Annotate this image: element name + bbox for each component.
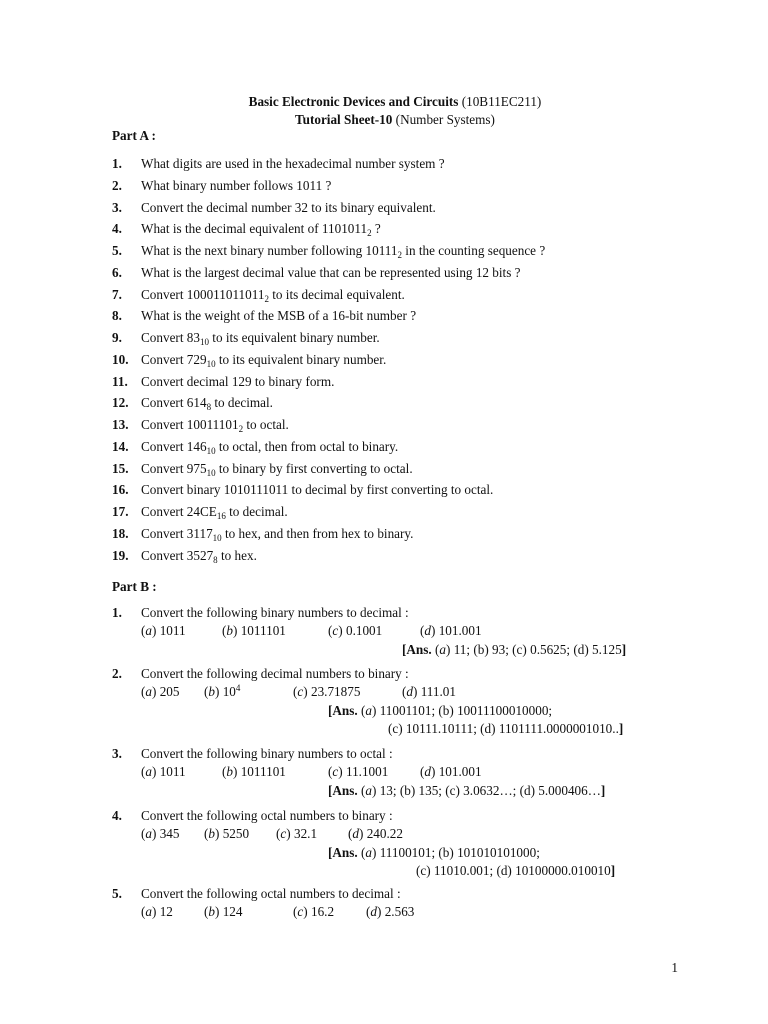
answer-letter: a: [365, 845, 372, 860]
subscript-base: 2: [367, 228, 372, 239]
option-letter: b: [226, 764, 233, 779]
subscript-base: 10: [206, 358, 216, 369]
question-text: Convert $83_{10}$ to its equivalent binary number.: [141, 330, 380, 347]
question-number: 8.: [112, 308, 122, 324]
answer-label: [Ans.: [402, 642, 432, 657]
answer-text: 11100101; (b) 101010101000;: [376, 845, 540, 860]
option-item: (c) 23.71875: [293, 684, 361, 699]
option-value: 1011101: [240, 623, 286, 638]
question-text: Convert the following binary numbers to octal :: [141, 746, 393, 761]
option-item: (a) 205: [141, 684, 180, 699]
option-letter: c: [280, 826, 287, 841]
answer-close: ]: [618, 721, 624, 736]
option-item: (c) 0.1001: [328, 623, 383, 638]
question-text: Convert the decimal number 32 to its binary equivalent.: [141, 199, 436, 215]
option-letter: a: [145, 904, 152, 919]
question-text: Convert $729_{10}$ to its equivalent binary number.: [141, 351, 387, 369]
subscript-base: 2: [397, 250, 402, 260]
question-number: 12.: [112, 395, 129, 411]
option-value: 240.22: [366, 826, 403, 841]
answer-close: ]: [610, 863, 616, 878]
question-item: [112, 219, 381, 239]
answer-label: [Ans.: [328, 845, 358, 860]
subscript-base: 8: [206, 402, 212, 413]
sheet-title: Tutorial Sheet-10 (Number Systems): [295, 112, 495, 127]
option-item: (b) 1011101: [222, 623, 286, 638]
question-number: 5.: [112, 886, 122, 901]
option-value: 124: [222, 904, 243, 919]
option-value: 23.71875: [310, 684, 361, 699]
question-text: What is the next binary number following $10111_2$ in the counting sequence ?: [141, 243, 546, 260]
question-item: [112, 372, 334, 392]
question-text: Convert the following octal numbers to decimal :: [141, 886, 401, 901]
question-number: 3.: [112, 746, 122, 761]
subscript-base: 2: [238, 424, 244, 434]
answer-text: (c) 11010.001; (d) 10100000.010010: [416, 863, 611, 878]
option-letter: d: [352, 826, 359, 841]
question-text: Convert $3527_8$ to hex.: [141, 547, 257, 565]
question-number: 4.: [112, 808, 122, 823]
option-value: 16.2: [310, 904, 335, 919]
option-value: 10: [222, 684, 236, 699]
option-value: 205: [159, 684, 180, 699]
question-number: 17.: [112, 504, 129, 519]
question-text: What is the decimal equivalent of $1101011_2$ ?: [141, 221, 381, 239]
question-item: [112, 154, 445, 174]
question-text: Convert $3117_{10}$ to hex, and then from hex to binary.: [141, 525, 414, 543]
question-number: 11.: [112, 373, 128, 389]
option-item: (d) 111.01: [402, 684, 456, 699]
question-item: [112, 437, 398, 457]
question-number: 1.: [112, 605, 122, 620]
question-item: [112, 415, 289, 435]
option-value: 2.563: [384, 904, 415, 919]
option-value: 1011101: [240, 764, 286, 779]
question-text: Convert $146_{10}$ to octal, then from octal to binary.: [141, 438, 399, 456]
answer-line: [Ans. (a) 11100101; (b) 101010101000;: [328, 845, 540, 860]
option-letter: d: [370, 904, 377, 919]
question-text: What digits are used in the hexadecimal number system ?: [141, 156, 445, 171]
subscript-base: 8: [213, 554, 218, 565]
option-letter: c: [297, 904, 304, 919]
answer-letter: a: [365, 703, 372, 718]
question-text: Convert the following binary numbers to decimal :: [141, 605, 409, 620]
question-item: [112, 603, 409, 623]
answer-line-continued: [388, 720, 623, 738]
option-item: (a) 1011: [141, 764, 186, 779]
option-letter: a: [145, 623, 152, 638]
question-number: 6.: [112, 264, 122, 280]
answer-text: 11001101; (b) 10011100010000;: [376, 703, 553, 718]
question-item: [112, 241, 545, 261]
question-text: Convert decimal 129 to binary form.: [141, 373, 335, 389]
option-item: (b) 5250: [204, 826, 250, 841]
subscript-base: 2: [264, 293, 269, 304]
option-value: 0.1001: [345, 623, 383, 638]
question-text: What binary number follows 1011 ?: [141, 177, 332, 193]
option-letter: b: [208, 826, 215, 841]
option-value: 5250: [222, 826, 250, 841]
option-item: (c) 11.1001: [328, 764, 389, 779]
option-item: (b) $10^4$: [204, 683, 241, 699]
option-value: 12: [159, 904, 173, 919]
subscript-base: 10: [212, 532, 222, 543]
superscript-exponent: 4: [235, 683, 241, 693]
option-value: 101.001: [438, 623, 482, 638]
question-number: 1.: [112, 156, 122, 171]
option-value: 101.001: [438, 764, 482, 779]
option-value: 345: [159, 826, 180, 841]
question-item: [112, 263, 521, 283]
question-number: 18.: [112, 525, 129, 541]
question-text: Convert $614_8$ to decimal.: [141, 395, 273, 413]
part-a-heading: Part A :: [112, 128, 156, 143]
option-item: (a) 1011: [141, 623, 186, 638]
question-number: 14.: [112, 438, 129, 454]
option-item: (a) 345: [141, 826, 180, 841]
subscript-base: 10: [206, 445, 216, 456]
option-item: (c) 32.1: [276, 826, 318, 841]
option-item: (d) 101.001: [420, 764, 482, 779]
question-text: Convert $10011101_2$ to octal.: [141, 417, 289, 434]
answer-close: ]: [621, 642, 627, 657]
question-item: [112, 350, 386, 370]
option-letter: c: [332, 764, 339, 779]
question-number: 5.: [112, 243, 122, 258]
question-number: 3.: [112, 199, 122, 215]
question-item: [112, 393, 273, 413]
question-item: [112, 884, 401, 904]
question-item: [112, 285, 405, 305]
answer-text: 13; (b) 135; (c) 3.0632…; (d) 5.000406…: [376, 783, 601, 798]
question-item: [112, 524, 413, 544]
option-letter: c: [332, 623, 339, 638]
question-text: What is the weight of the MSB of a 16-bit number ?: [141, 308, 417, 324]
option-letter: c: [297, 684, 304, 699]
answer-line-continued: [416, 862, 615, 880]
option-value: 11.1001: [345, 764, 389, 779]
option-letter: d: [406, 684, 413, 699]
option-item: (c) 16.2: [293, 904, 335, 919]
question-item: [112, 176, 331, 196]
question-number: 13.: [112, 417, 129, 432]
answer-label: [Ans.: [328, 783, 358, 798]
option-letter: d: [424, 764, 431, 779]
option-letter: a: [145, 684, 152, 699]
page-number: 1: [671, 960, 678, 975]
option-letter: a: [145, 764, 152, 779]
option-letter: b: [208, 904, 215, 919]
question-text: Convert $24CE_{16}$ to decimal.: [141, 504, 288, 521]
question-number: 16.: [112, 482, 129, 498]
option-item: (b) 1011101: [222, 764, 286, 779]
question-item: [112, 664, 409, 684]
option-value: 1011: [159, 764, 186, 779]
option-letter: a: [145, 826, 152, 841]
question-item: [112, 328, 380, 348]
option-letter: b: [208, 684, 215, 699]
question-item: [112, 502, 288, 522]
question-text: Convert the following octal numbers to binary :: [141, 808, 393, 823]
answer-text: (c) 10111.10111; (d) 1101111.0000001010..: [388, 721, 619, 736]
question-text: Convert $100011011011_2$ to its decimal equivalent.: [141, 286, 405, 304]
question-item: [112, 198, 436, 218]
question-number: 9.: [112, 330, 122, 345]
question-number: 2.: [112, 666, 122, 681]
answer-line: [Ans. (a) 13; (b) 135; (c) 3.0632…; (d) 5.000406…]: [328, 783, 606, 798]
question-text: Convert $975_{10}$ to binary by first converting to octal.: [141, 460, 413, 478]
part-b-heading: Part B :: [112, 579, 157, 594]
answer-line: [Ans. (a) 11001101; (b) 10011100010000;: [328, 703, 553, 718]
option-value: 1011: [159, 623, 186, 638]
option-item: (d) 2.563: [366, 904, 415, 919]
option-item: (d) 240.22: [348, 826, 403, 841]
answer-letter: a: [439, 642, 446, 657]
option-item: (d) 101.001: [420, 623, 482, 638]
question-item: [112, 744, 393, 764]
answer-text: 11; (b) 93; (c) 0.5625; (d) 5.125: [450, 642, 622, 657]
answer-letter: a: [365, 783, 372, 798]
option-value: 111.01: [420, 684, 456, 699]
question-text: Convert the following decimal numbers to binary :: [141, 666, 409, 681]
question-item: [112, 480, 493, 500]
subscript-base: 16: [216, 511, 226, 521]
question-number: 2.: [112, 177, 122, 193]
question-item: [112, 306, 416, 326]
subscript-base: 10: [206, 467, 216, 478]
answer-label: [Ans.: [328, 703, 358, 718]
question-number: 19.: [112, 547, 129, 563]
question-item: [112, 546, 257, 566]
answer-line: [Ans. (a) 11; (b) 93; (c) 0.5625; (d) 5.125]: [402, 642, 627, 657]
option-value: 32.1: [293, 826, 318, 841]
question-number: 4.: [112, 221, 122, 237]
question-text: Convert binary 1010111011 to decimal by first converting to octal.: [141, 482, 494, 498]
question-item: [112, 806, 393, 826]
question-number: 15.: [112, 460, 129, 476]
answer-close: ]: [600, 783, 606, 798]
question-number: 10.: [112, 351, 129, 367]
question-text: What is the largest decimal value that can be represented using 12 bits ?: [141, 264, 521, 280]
question-item: [112, 459, 413, 479]
course-title: Basic Electronic Devices and Circuits (10B11EC211): [248, 94, 542, 109]
option-item: (a) 12: [141, 904, 173, 919]
option-letter: d: [424, 623, 431, 638]
option-item: (b) 124: [204, 904, 243, 919]
option-letter: b: [226, 623, 233, 638]
subscript-base: 10: [199, 337, 209, 347]
question-number: 7.: [112, 286, 122, 302]
